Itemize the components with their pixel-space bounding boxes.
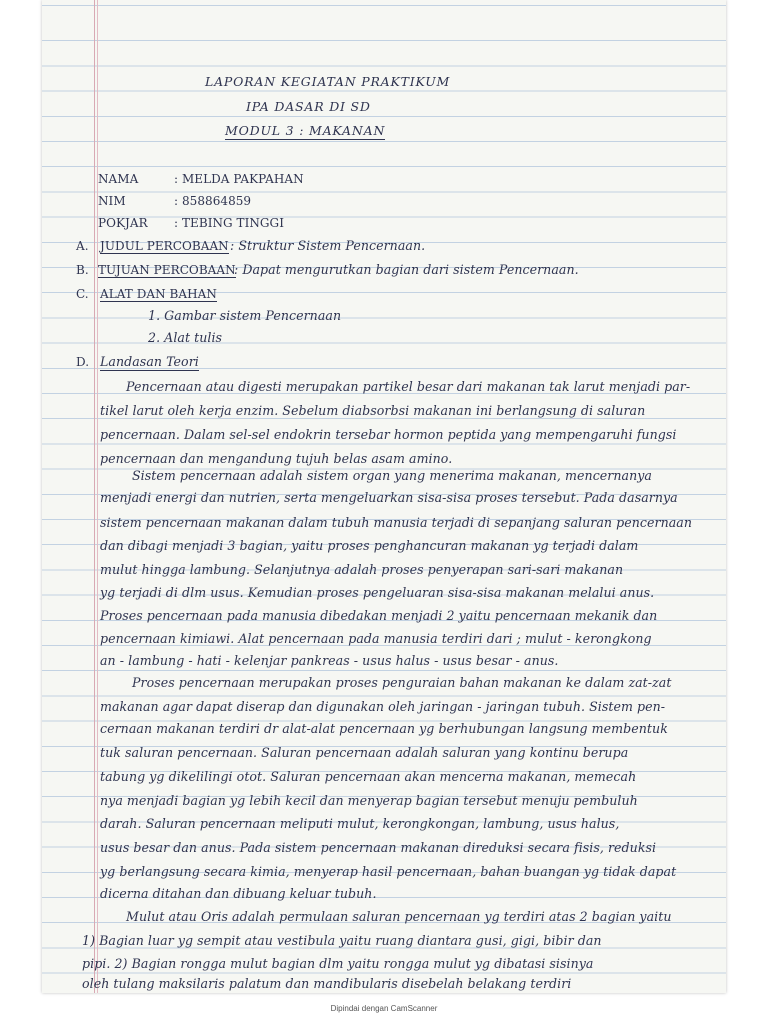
body-line: yg terjadi di dlm usus. Kemudian proses pengeluaran sisa-sisa makanan melalui anus. <box>100 585 655 600</box>
nim-label: NIM <box>98 194 126 208</box>
margin-line-inner <box>97 0 98 993</box>
body-line: tabung yg dikelilingi otot. Saluran pencernaan akan mencerna makanan, memecah <box>100 769 637 784</box>
section-a-marker: A. <box>76 239 89 253</box>
section-c-marker: C. <box>76 287 89 301</box>
body-line: pencernaan. Dalam sel-sel endokrin tersebar hormon peptida yang mempengaruhi fungsi <box>100 427 677 442</box>
section-d-label: Landasan Teori <box>100 354 199 369</box>
name-value: : MELDA PAKPAHAN <box>174 172 304 186</box>
body-line: cernaan makanan terdiri dr alat-alat pencernaan yg berhubungan langsung membentuk <box>100 721 668 736</box>
body-line: an - lambung - hati - kelenjar pankreas - usus halus - usus besar - anus. <box>100 653 559 668</box>
section-c-item-2: 2. Alat tulis <box>148 330 223 345</box>
body-line: Pencernaan atau digesti merupakan partikel besar dari makanan tak larut menjadi par- <box>126 379 691 394</box>
scanner-watermark: Dipindai dengan CamScanner <box>330 1004 438 1013</box>
body-line: Mulut atau Oris adalah permulaan saluran pencernaan yg terdiri atas 2 bagian yaitu <box>126 909 672 924</box>
section-d-marker: D. <box>76 355 90 369</box>
section-b-value: : Dapat mengurutkan bagian dari sistem Pencernaan. <box>234 262 579 277</box>
section-a-value: : Struktur Sistem Pencernaan. <box>230 238 426 253</box>
body-line: dicerna ditahan dan dibuang keluar tubuh. <box>100 886 377 901</box>
body-line: pencernaan dan mengandung tujuh belas asam amino. <box>100 451 453 466</box>
body-line: makanan agar dapat diserap dan digunakan oleh jaringan - jaringan tubuh. Sistem pen- <box>100 699 666 714</box>
section-b-label: TUJUAN PERCOBAAN <box>98 263 236 277</box>
body-line: Sistem pencernaan adalah sistem organ yang menerima makanan, mencernanya <box>132 468 652 483</box>
body-line: dan dibagi menjadi 3 bagian, yaitu proses penghancuran makanan yg terjadi dalam <box>100 538 639 553</box>
body-line: 1) Bagian luar yg sempit atau vestibula yaitu ruang diantara gusi, gigi, bibir dan <box>82 933 602 948</box>
pokjar-value: : TEBING TINGGI <box>174 216 284 230</box>
header-line-1: LAPORAN KEGIATAN PRAKTIKUM <box>205 74 451 89</box>
header-line-3: MODUL 3 : MAKANAN <box>225 123 386 138</box>
pokjar-label: POKJAR <box>98 216 148 230</box>
notebook-page <box>42 0 726 993</box>
body-line: yg berlangsung secara kimia, menyerap hasil pencernaan, bahan buangan yg tidak dapat <box>100 864 677 879</box>
body-line: tikel larut oleh kerja enzim. Sebelum diabsorbsi makanan ini berlangsung di saluran <box>100 403 646 418</box>
body-line: mulut hingga lambung. Selanjutnya adalah proses penyerapan sari-sari makanan <box>100 562 624 577</box>
margin-line <box>94 0 95 993</box>
body-line: sistem pencernaan makanan dalam tubuh manusia terjadi di sepanjang saluran pencernaan <box>100 515 693 530</box>
section-a-label: JUDUL PERCOBAAN <box>100 239 229 253</box>
body-line: darah. Saluran pencernaan meliputi mulut, kerongkongan, lambung, usus halus, <box>100 816 620 831</box>
body-line: nya menjadi bagian yg lebih kecil dan menyerap bagian tersebut menuju pembuluh <box>100 793 638 808</box>
body-line: oleh tulang maksilaris palatum dan mandibularis disebelah belakang terdiri <box>82 976 572 991</box>
name-label: NAMA <box>98 172 139 186</box>
header-line-2: IPA DASAR DI SD <box>246 99 371 114</box>
body-line: Proses pencernaan merupakan proses penguraian bahan makanan ke dalam zat-zat <box>132 675 672 690</box>
section-c-item-1: 1. Gambar sistem Pencernaan <box>148 308 342 323</box>
body-line: Proses pencernaan pada manusia dibedakan menjadi 2 yaitu pencernaan mekanik dan <box>100 608 658 623</box>
nim-value: : 858864859 <box>174 194 252 208</box>
body-line: menjadi energi dan nutrien, serta mengeluarkan sisa-sisa proses tersebut. Pada dasarnya <box>100 490 678 505</box>
body-line: usus besar dan anus. Pada sistem pencernaan makanan direduksi secara fisis, reduksi <box>100 840 657 855</box>
body-line: pencernaan kimiawi. Alat pencernaan pada manusia terdiri dari ; mulut - kerongkong <box>100 631 652 646</box>
section-b-marker: B. <box>76 263 89 277</box>
section-c-label: ALAT DAN BAHAN <box>100 287 217 301</box>
body-line: tuk saluran pencernaan. Saluran pencernaan adalah saluran yang kontinu berupa <box>100 745 629 760</box>
body-line: pipi. 2) Bagian rongga mulut bagian dlm yaitu rongga mulut yg dibatasi sisinya <box>82 956 594 971</box>
